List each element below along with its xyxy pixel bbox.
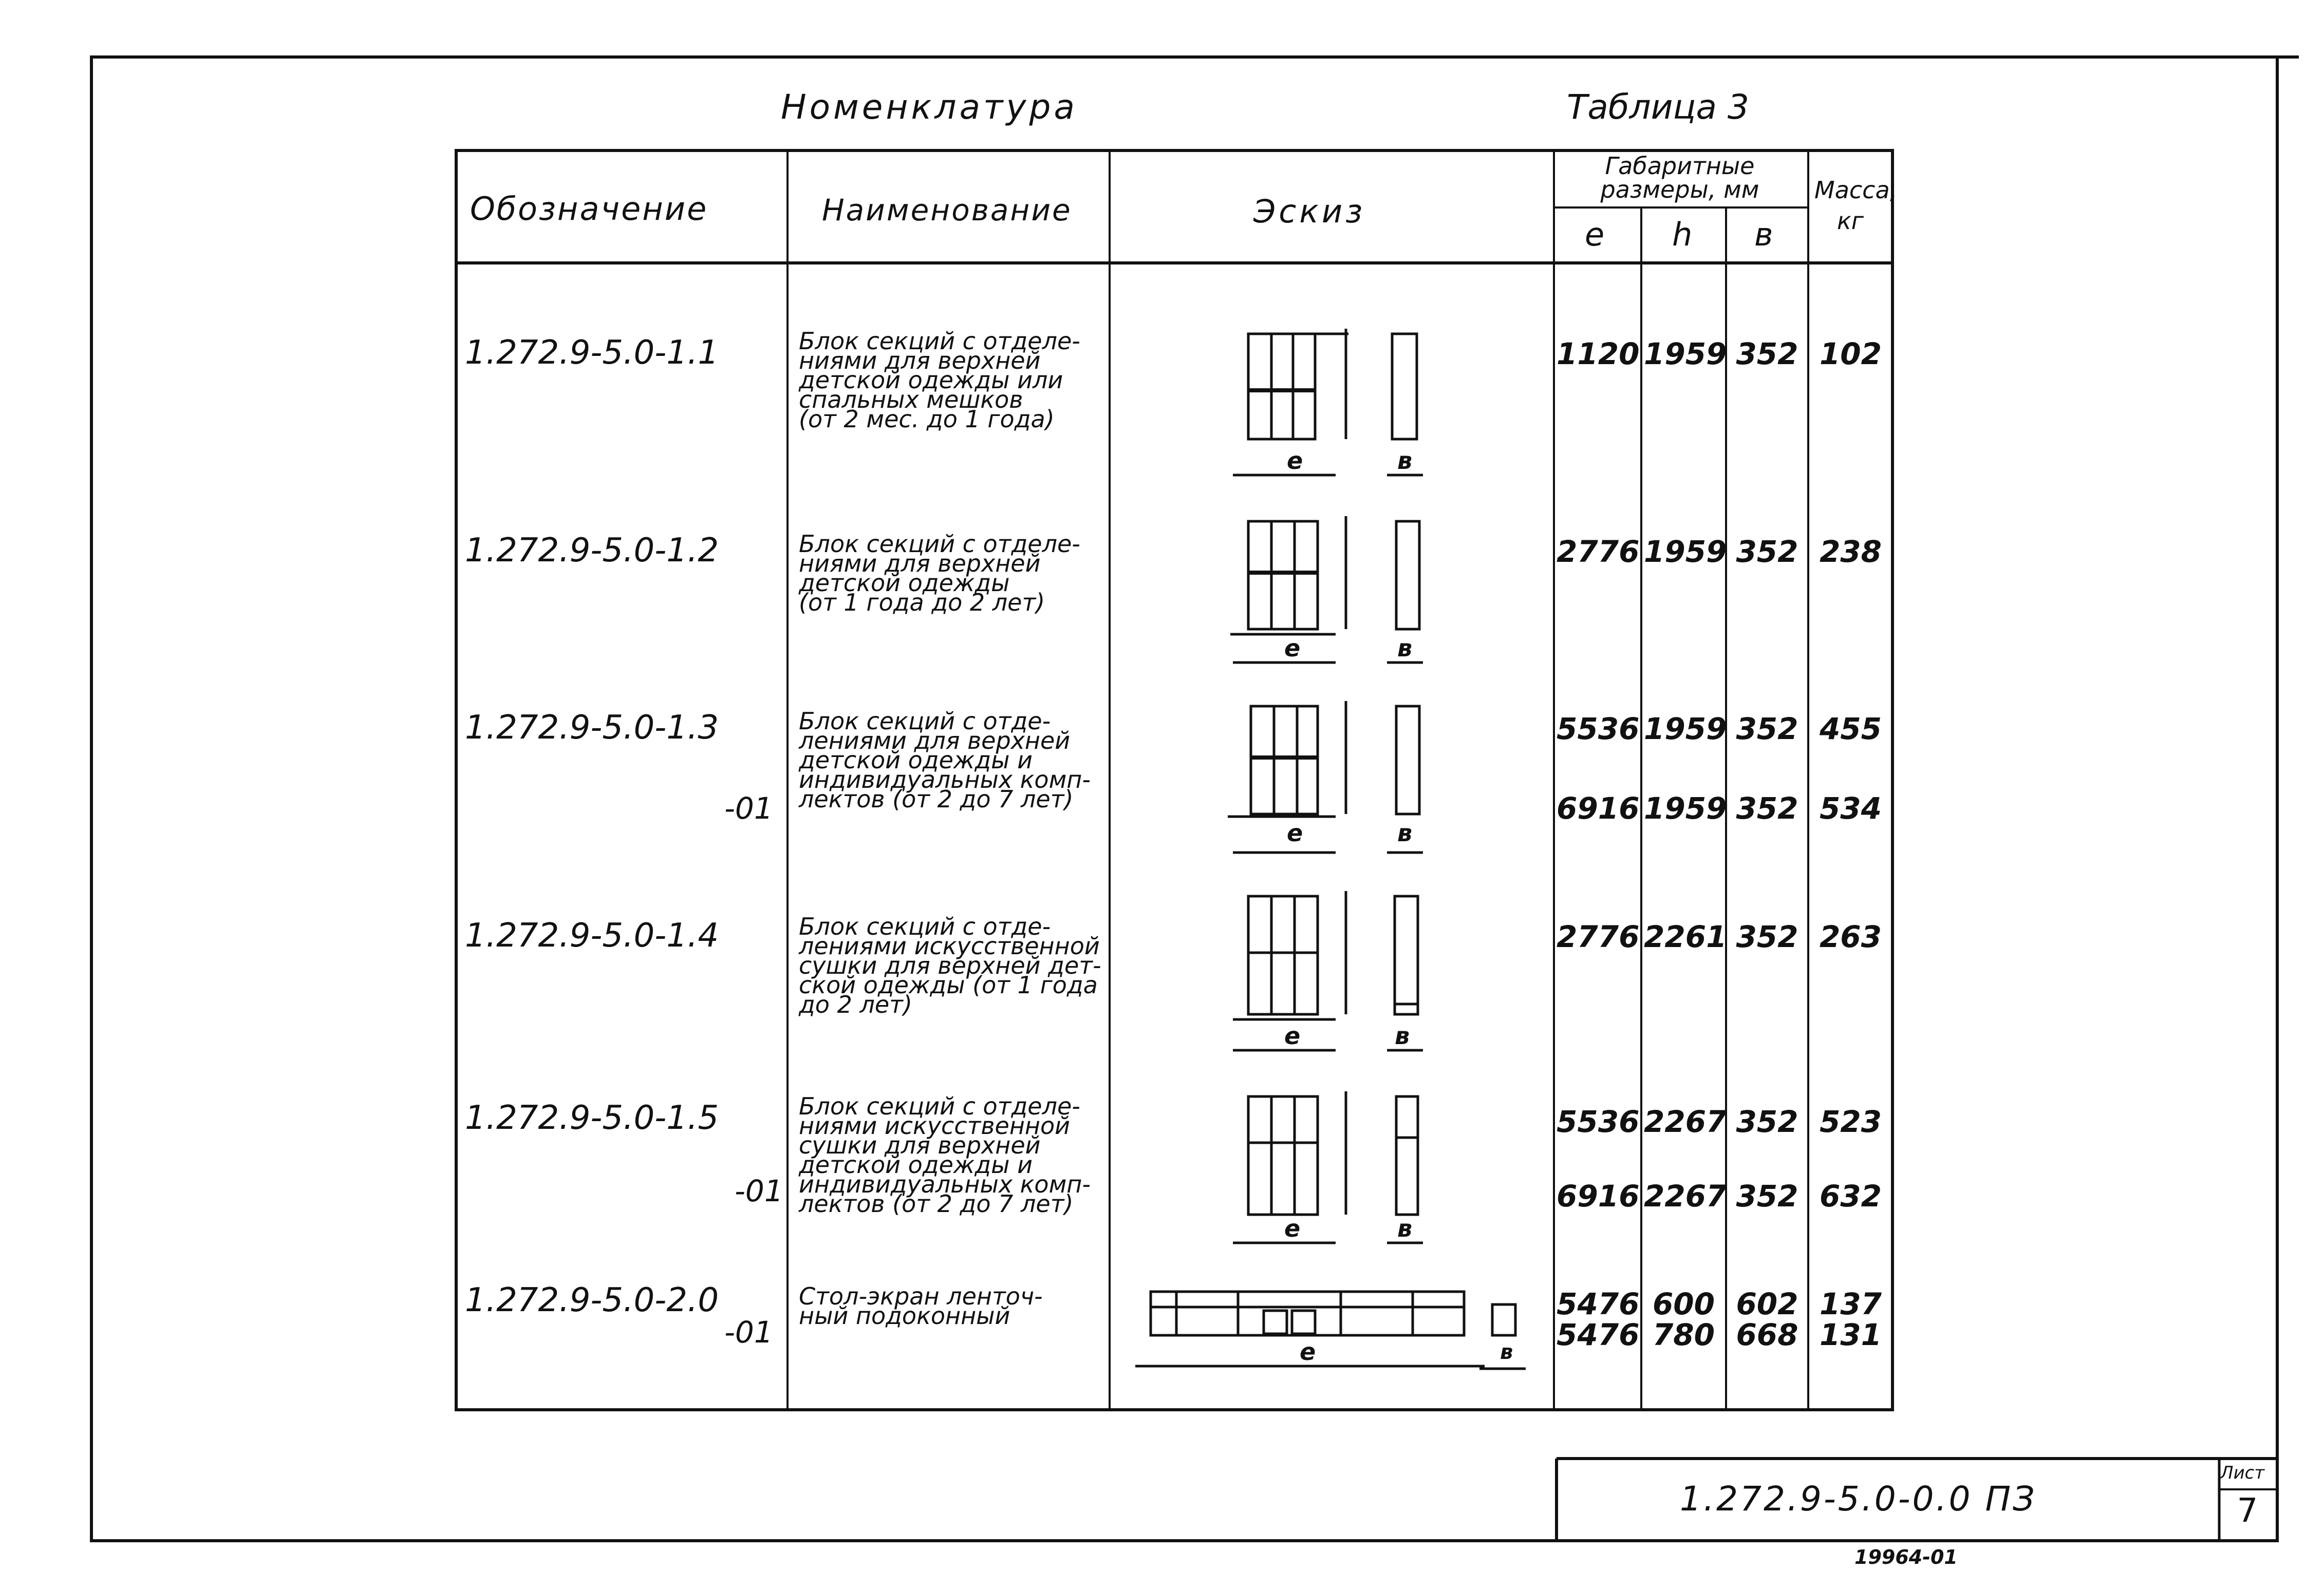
col-header-dim-b: в bbox=[1754, 216, 1773, 253]
cell-h: 1959 bbox=[1644, 336, 1727, 371]
sketch-label-l: e bbox=[1287, 447, 1303, 475]
cell-mass: 455 bbox=[1819, 711, 1882, 746]
cell-mass: 534 bbox=[1819, 791, 1882, 826]
col-header-name: Наименование bbox=[822, 193, 1072, 228]
col-header-designation: Обозначение bbox=[470, 190, 708, 228]
document-code: 1.272.9-5.0-0.0 ПЗ bbox=[1680, 1479, 2037, 1519]
cell-b: 668 bbox=[1736, 1317, 1798, 1352]
table-label: Таблица 3 bbox=[1567, 87, 1749, 127]
sketch-label-l: e bbox=[1300, 1338, 1316, 1366]
col-header-dim-h: h bbox=[1672, 216, 1693, 253]
cell-l: 2776 bbox=[1557, 534, 1640, 569]
row-name: Блок секций с отделе- ниями искусственной сушки для верхней детской одежды и индивидуальных комп- лектов (от 2 до 7 лет) bbox=[799, 1092, 1091, 1218]
cell-b: 352 bbox=[1736, 711, 1798, 746]
row-designation: 1.272.9-5.0-1.4 bbox=[465, 917, 719, 955]
cell-l: 1120 bbox=[1557, 336, 1640, 371]
sketch-label-l: e bbox=[1284, 634, 1301, 662]
sketch-label-b: в bbox=[1397, 1215, 1413, 1242]
cell-h: 600 bbox=[1652, 1287, 1715, 1321]
col-header-mass: Масса, кг bbox=[1814, 176, 1898, 235]
sketch-label-l: e bbox=[1284, 1022, 1301, 1050]
row-designation: 1.272.9-5.0-1.2 bbox=[465, 532, 719, 570]
cell-l: 5536 bbox=[1557, 1104, 1640, 1139]
cell-l: 5536 bbox=[1557, 711, 1640, 746]
row-name: Стол-экран ленточ- ный подоконный bbox=[799, 1282, 1043, 1330]
cell-mass: 632 bbox=[1819, 1179, 1882, 1214]
row-designation: 1.272.9-5.0-1.3 bbox=[465, 709, 719, 747]
cell-l: 5476 bbox=[1557, 1287, 1640, 1321]
row-designation: 1.272.9-5.0-1.5 bbox=[465, 1099, 719, 1137]
cell-b: 352 bbox=[1736, 919, 1798, 954]
sheet-number: 7 bbox=[2237, 1492, 2258, 1530]
row-name: Блок секций с отделе- ниями для верхней детской одежды или спальных мешков (от 2 мес. до 1 года) bbox=[799, 327, 1080, 433]
cell-mass: 102 bbox=[1819, 336, 1882, 371]
row-designation: 1.272.9-5.0-2.0 bbox=[465, 1281, 719, 1319]
sketch-label-b: в bbox=[1397, 634, 1413, 662]
cell-mass: 137 bbox=[1819, 1287, 1882, 1321]
cell-b: 352 bbox=[1736, 791, 1798, 826]
row-name: Блок секций с отде- лениями для верхней детской одежды и индивидуальных комп- лектов (от 2 до 7 лет) bbox=[799, 707, 1091, 813]
cell-mass: 238 bbox=[1819, 534, 1882, 569]
cell-h: 1959 bbox=[1644, 791, 1727, 826]
row-suffix: -01 bbox=[724, 1315, 773, 1350]
sketch-label-b: в bbox=[1395, 1022, 1410, 1050]
cell-l: 6916 bbox=[1557, 1179, 1640, 1214]
col-header-dims: Габаритные размеры, мм bbox=[1600, 152, 1759, 203]
cell-l: 5476 bbox=[1557, 1317, 1640, 1352]
cell-b: 352 bbox=[1736, 336, 1798, 371]
cell-mass: 523 bbox=[1819, 1104, 1882, 1139]
row-name: Блок секций с отделе- ниями для верхней детской одежды (от 1 года до 2 лет) bbox=[799, 530, 1080, 616]
page-title: Номенклатура bbox=[781, 87, 1078, 127]
sheet-label: Лист bbox=[2220, 1463, 2265, 1483]
sketch-label-l: e bbox=[1287, 819, 1303, 847]
cell-h: 1959 bbox=[1644, 534, 1727, 569]
col-header-sketch: Эскиз bbox=[1253, 193, 1366, 230]
sketch-label-b: в bbox=[1397, 819, 1413, 847]
cell-h: 1959 bbox=[1644, 711, 1727, 746]
row-name: Блок секций с отде- лениями искусственной сушки для верхней дет- ской одежды (от 1 года до 2 лет) bbox=[799, 913, 1101, 1018]
inventory-number: 19964-01 bbox=[1854, 1546, 1958, 1568]
cell-l: 2776 bbox=[1557, 919, 1640, 954]
cell-h: 2267 bbox=[1644, 1104, 1727, 1139]
cell-b: 352 bbox=[1736, 534, 1798, 569]
col-header-dim-l: e bbox=[1585, 216, 1605, 253]
cell-b: 352 bbox=[1736, 1104, 1798, 1139]
cell-mass: 131 bbox=[1819, 1317, 1882, 1352]
row-suffix: -01 bbox=[735, 1174, 783, 1208]
sketch-label-b: в bbox=[1397, 447, 1413, 475]
cell-l: 6916 bbox=[1557, 791, 1640, 826]
sketch-label-b: в bbox=[1500, 1340, 1513, 1364]
cell-b: 602 bbox=[1736, 1287, 1798, 1321]
sketch-label-l: e bbox=[1284, 1215, 1301, 1242]
cell-mass: 263 bbox=[1819, 919, 1882, 954]
cell-b: 352 bbox=[1736, 1179, 1798, 1214]
row-suffix: -01 bbox=[724, 791, 773, 826]
row-designation: 1.272.9-5.0-1.1 bbox=[465, 334, 719, 372]
cell-h: 2261 bbox=[1644, 919, 1727, 954]
cell-h: 780 bbox=[1652, 1317, 1715, 1352]
cell-h: 2267 bbox=[1644, 1179, 1727, 1214]
